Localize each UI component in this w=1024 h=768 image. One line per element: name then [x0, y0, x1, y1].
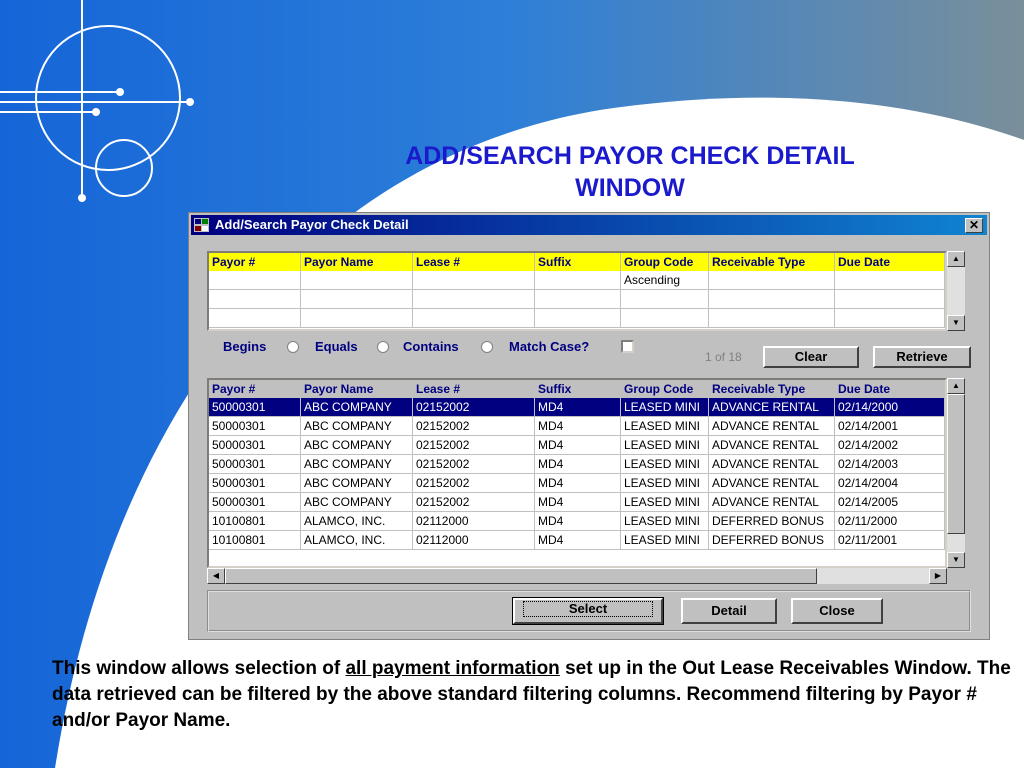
- column-header[interactable]: Lease #: [413, 380, 535, 398]
- table-cell: LEASED MINI: [621, 417, 709, 436]
- table-cell: 50000301: [209, 417, 301, 436]
- caption-text-2: set up in the Out Lease Receivables Window. The data retrieved can be filtered by the above standard filtering columns. Recommend filtering by Payor # and/or Payor Name.: [52, 658, 1011, 731]
- scroll-right-icon[interactable]: ▶: [929, 568, 947, 584]
- table-cell: 02152002: [413, 417, 535, 436]
- table-cell: [535, 309, 621, 328]
- match-case-checkbox[interactable]: [621, 340, 634, 353]
- table-cell: LEASED MINI: [621, 436, 709, 455]
- table-cell: 50000301: [209, 455, 301, 474]
- table-row[interactable]: [209, 309, 945, 328]
- table-cell: [709, 271, 835, 290]
- column-header[interactable]: Payor Name: [301, 253, 413, 271]
- scroll-down-icon[interactable]: ▼: [947, 315, 965, 331]
- table-row[interactable]: [209, 512, 945, 531]
- table-cell: [209, 271, 301, 290]
- table-cell: 02/11/2000: [835, 512, 945, 531]
- results-grid[interactable]: [207, 378, 947, 568]
- begins-label: Begins: [223, 339, 267, 354]
- table-cell: LEASED MINI: [621, 398, 709, 417]
- table-cell: ADVANCE RENTAL: [709, 455, 835, 474]
- table-cell: [535, 290, 621, 309]
- scroll-up-icon[interactable]: ▲: [947, 251, 965, 267]
- filter-grid-scrollbar[interactable]: [947, 251, 965, 331]
- table-cell: [301, 271, 413, 290]
- table-cell: ADVANCE RENTAL: [709, 436, 835, 455]
- table-cell: ALAMCO, INC.: [301, 512, 413, 531]
- table-cell: 02152002: [413, 398, 535, 417]
- table-cell: [209, 290, 301, 309]
- table-cell: MD4: [535, 417, 621, 436]
- table-row[interactable]: [209, 455, 945, 474]
- window-titlebar[interactable]: [191, 215, 987, 235]
- record-count: 1 of 18: [705, 350, 742, 364]
- table-cell: Ascending: [621, 271, 709, 290]
- results-grid-header: [209, 380, 945, 398]
- window-title: Add/Search Payor Check Detail: [215, 217, 409, 232]
- clear-button[interactable]: Clear: [763, 346, 859, 368]
- results-grid-scrollbar[interactable]: [947, 378, 965, 568]
- table-row[interactable]: [209, 290, 945, 309]
- table-cell: ADVANCE RENTAL: [709, 398, 835, 417]
- table-cell: ALAMCO, INC.: [301, 531, 413, 550]
- select-button-label: Select: [523, 601, 653, 617]
- table-cell: LEASED MINI: [621, 493, 709, 512]
- table-cell: 02112000: [413, 531, 535, 550]
- table-row[interactable]: [209, 398, 945, 417]
- table-cell: 02/14/2005: [835, 493, 945, 512]
- slide-title-line-1: ADD/SEARCH PAYOR CHECK DETAIL: [405, 142, 855, 170]
- table-cell: [413, 290, 535, 309]
- table-cell: 02/14/2004: [835, 474, 945, 493]
- table-cell: [413, 271, 535, 290]
- table-cell: [301, 290, 413, 309]
- table-cell: 02/14/2002: [835, 436, 945, 455]
- table-cell: 02152002: [413, 474, 535, 493]
- contains-label: Contains: [403, 339, 459, 354]
- table-cell: [535, 271, 621, 290]
- equals-radio[interactable]: [377, 341, 389, 353]
- payor-check-detail-window: [188, 212, 990, 640]
- table-cell: ADVANCE RENTAL: [709, 417, 835, 436]
- table-cell: LEASED MINI: [621, 455, 709, 474]
- scroll-up-icon[interactable]: ▲: [947, 378, 965, 394]
- table-cell: 02152002: [413, 493, 535, 512]
- select-button[interactable]: [513, 598, 663, 624]
- table-cell: [709, 309, 835, 328]
- table-cell: 02152002: [413, 455, 535, 474]
- table-cell: [209, 309, 301, 328]
- table-cell: LEASED MINI: [621, 512, 709, 531]
- detail-button[interactable]: Detail: [681, 598, 777, 624]
- table-cell: MD4: [535, 455, 621, 474]
- table-row[interactable]: [209, 436, 945, 455]
- table-cell: 50000301: [209, 474, 301, 493]
- table-cell: 02152002: [413, 436, 535, 455]
- table-cell: LEASED MINI: [621, 531, 709, 550]
- table-cell: LEASED MINI: [621, 474, 709, 493]
- table-cell: ADVANCE RENTAL: [709, 474, 835, 493]
- table-cell: ABC COMPANY: [301, 493, 413, 512]
- table-cell: MD4: [535, 512, 621, 531]
- table-cell: [709, 290, 835, 309]
- table-cell: [621, 309, 709, 328]
- table-row[interactable]: [209, 493, 945, 512]
- close-button[interactable]: Close: [791, 598, 883, 624]
- grid-app-icon: [194, 218, 209, 232]
- table-cell: ABC COMPANY: [301, 436, 413, 455]
- column-header[interactable]: Due Date: [835, 253, 945, 271]
- table-cell: 02/14/2001: [835, 417, 945, 436]
- table-cell: [835, 290, 945, 309]
- scroll-down-icon[interactable]: ▼: [947, 552, 965, 568]
- table-cell: ABC COMPANY: [301, 417, 413, 436]
- slide-caption: [52, 656, 1012, 734]
- table-cell: ABC COMPANY: [301, 455, 413, 474]
- table-cell: [835, 309, 945, 328]
- table-row[interactable]: [209, 271, 945, 290]
- equals-label: Equals: [315, 339, 358, 354]
- slide-title: [330, 140, 930, 204]
- column-header[interactable]: Receivable Type: [709, 380, 835, 398]
- table-cell: [621, 290, 709, 309]
- filter-grid-header: [209, 253, 945, 271]
- table-cell: 02/14/2003: [835, 455, 945, 474]
- begins-radio[interactable]: [287, 341, 299, 353]
- match-case-label: Match Case?: [509, 339, 590, 354]
- column-header[interactable]: Group Code: [621, 380, 709, 398]
- caption-emphasis: all payment information: [345, 658, 560, 679]
- table-cell: [835, 271, 945, 290]
- table-cell: 02/14/2000: [835, 398, 945, 417]
- horizontal-scroll-thumb[interactable]: [225, 568, 817, 584]
- column-header[interactable]: Suffix: [535, 380, 621, 398]
- table-cell: [301, 309, 413, 328]
- vertical-scroll-thumb[interactable]: [947, 394, 965, 534]
- close-icon[interactable]: ✕: [965, 218, 983, 233]
- column-header[interactable]: Lease #: [413, 253, 535, 271]
- table-cell: 50000301: [209, 436, 301, 455]
- column-header[interactable]: Payor #: [209, 380, 301, 398]
- table-cell: MD4: [535, 493, 621, 512]
- column-header[interactable]: Receivable Type: [709, 253, 835, 271]
- table-row[interactable]: [209, 531, 945, 550]
- caption-text-1: This window allows selection of: [52, 658, 346, 679]
- column-header[interactable]: Due Date: [835, 380, 945, 398]
- column-header[interactable]: Suffix: [535, 253, 621, 271]
- table-cell: ADVANCE RENTAL: [709, 493, 835, 512]
- table-cell: DEFERRED BONUS: [709, 531, 835, 550]
- table-cell: 50000301: [209, 493, 301, 512]
- retrieve-button[interactable]: Retrieve: [873, 346, 971, 368]
- table-cell: 02112000: [413, 512, 535, 531]
- table-cell: ABC COMPANY: [301, 474, 413, 493]
- table-cell: MD4: [535, 398, 621, 417]
- table-row[interactable]: [209, 417, 945, 436]
- table-cell: ABC COMPANY: [301, 398, 413, 417]
- contains-radio[interactable]: [481, 341, 493, 353]
- table-cell: 10100801: [209, 512, 301, 531]
- filter-grid[interactable]: [207, 251, 947, 331]
- table-cell: [413, 309, 535, 328]
- slide-title-line-2: WINDOW: [575, 174, 685, 202]
- table-cell: 50000301: [209, 398, 301, 417]
- table-row[interactable]: [209, 474, 945, 493]
- column-header[interactable]: Payor #: [209, 253, 301, 271]
- table-cell: 10100801: [209, 531, 301, 550]
- column-header[interactable]: Group Code: [621, 253, 709, 271]
- scroll-left-icon[interactable]: ◀: [207, 568, 225, 584]
- column-header[interactable]: Payor Name: [301, 380, 413, 398]
- table-cell: 02/11/2001: [835, 531, 945, 550]
- action-panel: [207, 590, 971, 632]
- table-cell: MD4: [535, 474, 621, 493]
- table-cell: MD4: [535, 531, 621, 550]
- table-cell: DEFERRED BONUS: [709, 512, 835, 531]
- table-cell: MD4: [535, 436, 621, 455]
- horizontal-scrollbar[interactable]: [207, 568, 947, 584]
